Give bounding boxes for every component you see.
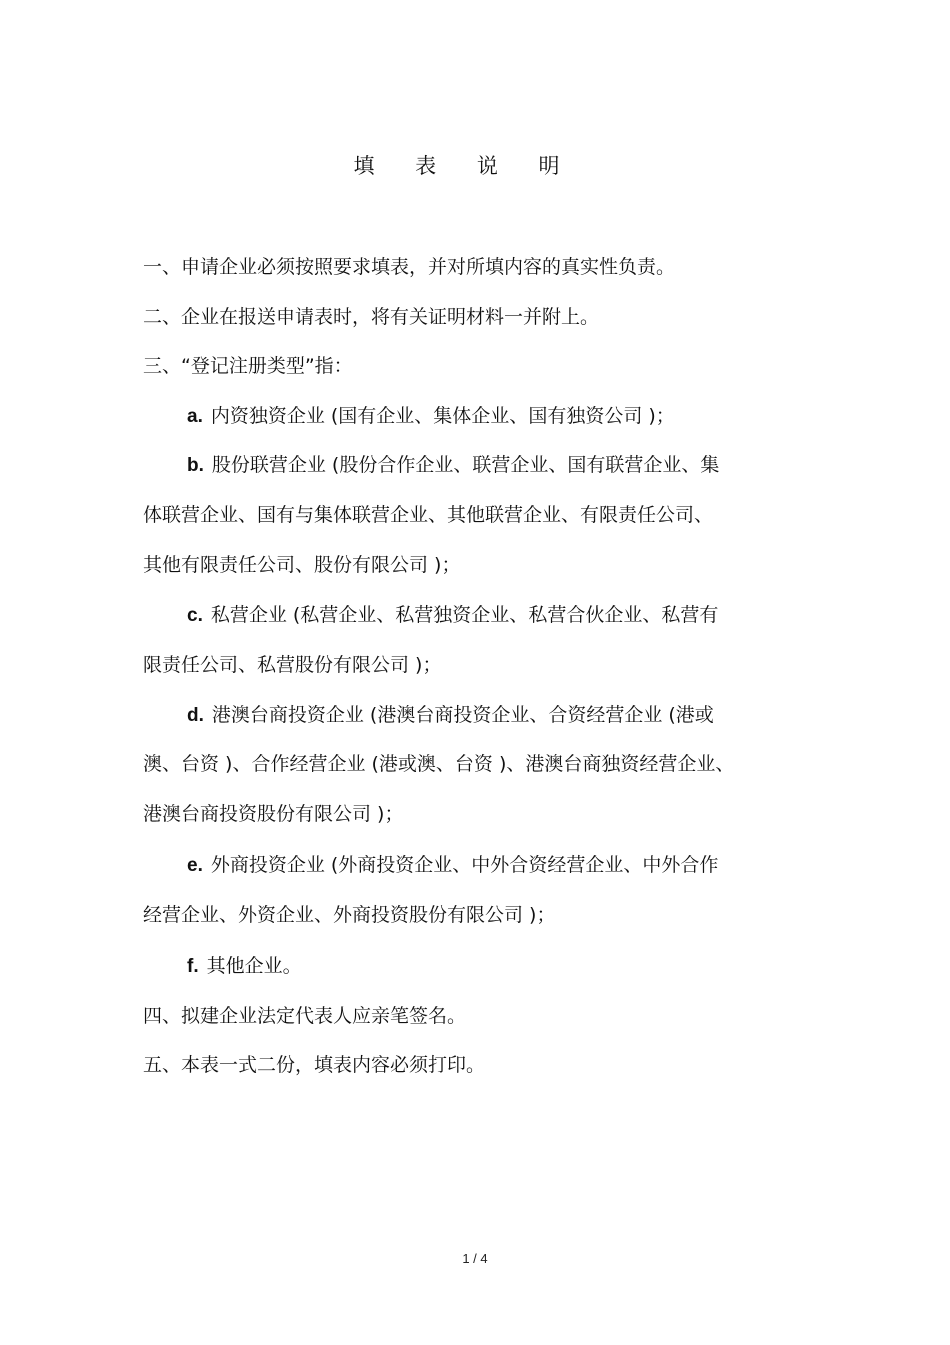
type-f-line: [187, 951, 857, 982]
document-title: 填 表 说 明: [353, 154, 577, 178]
type-a-line: [187, 401, 857, 432]
type-d-marker: d.: [187, 705, 204, 726]
type-d-line-3: 港澳台商投资股份有限公司 )；: [143, 803, 404, 825]
type-e-line-2: 经营企业、外资企业、外商投资股份有限公司 )；: [143, 904, 556, 926]
rule-5: 五、本表一式二份，填表内容必须打印。: [143, 1054, 486, 1076]
type-e-text-1: 外商投资企业 (外商投资企业、中外合资经营企业、中外合作: [210, 854, 719, 876]
page-number: 1 / 4: [462, 1251, 488, 1266]
type-d-line-1: [187, 700, 857, 731]
type-b-marker: b.: [187, 455, 204, 476]
type-b-line-2: 体联营企业、国有与集体联营企业、其他联营企业、有限责任公司、: [143, 504, 714, 526]
type-b-text-1: 股份联营企业 (股份合作企业、联营企业、国有联营企业、集: [211, 454, 720, 476]
rule-2: 二、企业在报送申请表时，将有关证明材料一并附上。: [143, 306, 600, 328]
type-c-line-2: 限责任公司、私营股份有限公司 )；: [143, 654, 442, 676]
rule-1: 一、申请企业必须按照要求填表，并对所填内容的真实性负责。: [143, 256, 676, 278]
type-f-marker: f.: [187, 956, 199, 977]
type-a-text: 内资独资企业 (国有企业、集体企业、国有独资公司 )；: [210, 405, 675, 427]
type-c-text-1: 私营企业 (私营企业、私营独资企业、私营合伙企业、私营有: [210, 604, 719, 626]
type-d-text-1: 港澳台商投资企业 (港澳台商投资企业、合资经营企业 (港或: [211, 704, 714, 726]
type-b-line-3: 其他有限责任公司、股份有限公司 )；: [143, 554, 461, 576]
type-b-line-1: [187, 450, 857, 481]
type-c-line-1: [187, 600, 857, 631]
type-a-marker: a.: [187, 406, 203, 427]
type-c-marker: c.: [187, 605, 203, 626]
type-d-line-2: 澳、台资 )、合作经营企业 (港或澳、台资 )、港澳台商独资经营企业、: [143, 753, 735, 775]
type-f-text: 其他企业。: [206, 955, 302, 977]
rule-4: 四、拟建企业法定代表人应亲笔签名。: [143, 1005, 467, 1027]
type-e-line-1: [187, 850, 857, 881]
type-e-marker: e.: [187, 855, 203, 876]
rule-3: 三、“登记注册类型”指：: [143, 355, 353, 377]
